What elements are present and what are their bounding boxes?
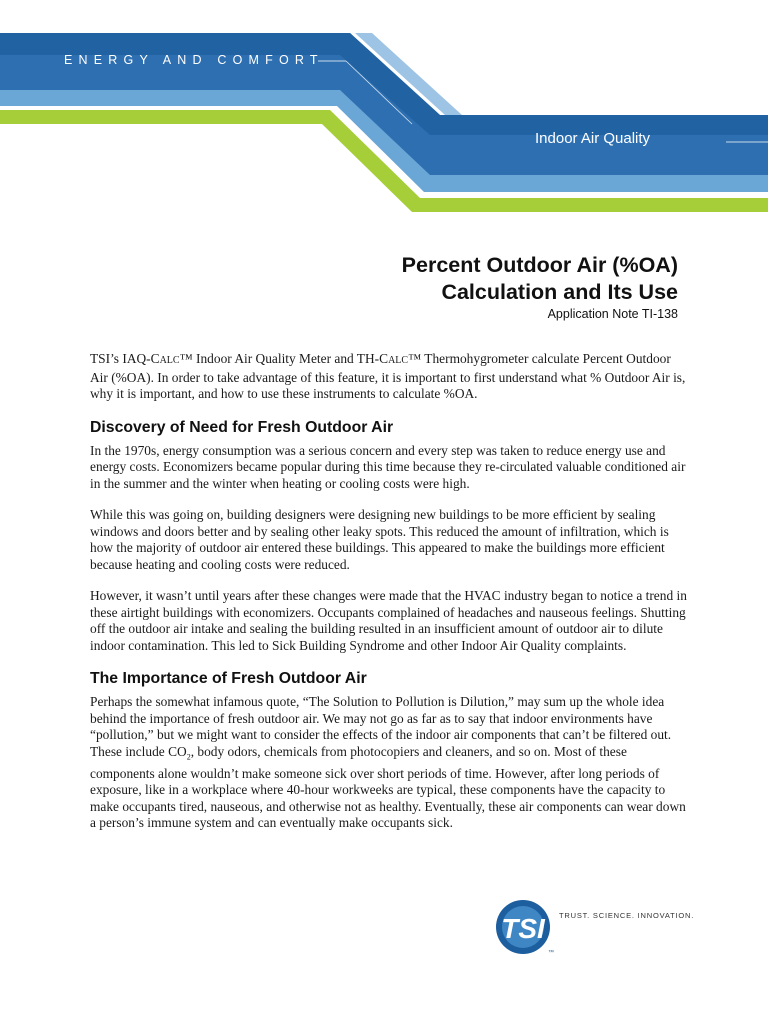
section-heading-importance: The Importance of Fresh Outdoor Air xyxy=(90,670,367,687)
brand-tagline: ENERGY AND COMFORT xyxy=(64,53,324,67)
page-title-line-2: Calculation and Its Use xyxy=(441,280,678,304)
title-block xyxy=(402,252,678,322)
importance-text-2: , body odors, chemicals from photocopiers and cleaners, and so on. Most of these components alone wouldn’t make someone sick over short periods of time. However, after long periods of exposure, like in a workplace where 40-hour workweeks are typical, these components have the capacity to make occupants tired, nauseous, and otherwise not as healthy. Eventually, these air components can wear down a person’s immune system and can eventually make occupants sick. xyxy=(90,743,686,831)
discovery-paragraph-1: In the 1970s, energy consumption was a serious concern and every step was taken to reduce energy use and energy costs. Economizers became popular during this time because they re-circulated valuable conditioned air in the summer and the winter when heating or cooling costs were high. xyxy=(90,442,686,491)
tsi-trademark: ™ xyxy=(548,950,554,956)
banner-graphic xyxy=(0,0,768,215)
intro-smallcaps-2: ALC xyxy=(388,355,409,366)
header-banner xyxy=(0,0,768,215)
intro-text-2: ™ Indoor Air Quality Meter and TH-C xyxy=(179,351,389,366)
application-note-label: Application Note TI-138 xyxy=(547,307,678,321)
co2-subscript: 2 xyxy=(186,752,191,762)
section-label: Indoor Air Quality xyxy=(535,130,651,147)
tsi-logo-text: TSI xyxy=(501,913,545,944)
page-title-line-1: Percent Outdoor Air (%OA) xyxy=(401,253,678,277)
section-heading-discovery: Discovery of Need for Fresh Outdoor Air xyxy=(90,418,394,436)
tsi-tagline: TRUST. SCIENCE. INNOVATION. xyxy=(559,911,695,920)
document-body xyxy=(90,351,690,847)
importance-text-1: Perhaps the somewhat infamous quote, “The Solution to Pollution is Dilution,” may sum up the whole idea behind the importance of fresh outdoor air. We may not go as far as to say that indoor environments have “pollution,” but we might want to consider the effects of the indoor air components that can’t be filtered out. These include CO xyxy=(90,694,672,759)
discovery-paragraph-3: However, it wasn’t until years after these changes were made that the HVAC industry began to notice a trend in these airtight buildings with economizers. Occupants complained of headaches and nauseous feelings. Shutting off the outdoor air intake and sealing the building resulted in an insufficient amount of outdoor air to dilute indoor contamination. This led to Sick Building Syndrome and other Indoor Air Quality complaints. xyxy=(90,588,687,653)
tsi-logo xyxy=(493,898,695,958)
discovery-paragraph-2: While this was going on, building designers were designing new buildings to be more efficient by sealing windows and doors better and by sealing other leaky spots. This reduced the amount of infiltration, which is how the majority of outdoor air entered these buildings. This appeared to make the buildings more efficient because heating and cooling costs were reduced. xyxy=(90,507,669,572)
importance-paragraph xyxy=(90,694,690,832)
tsi-logo-mark-icon xyxy=(493,898,557,958)
intro-paragraph xyxy=(90,351,690,403)
intro-text-1: TSI’s IAQ-C xyxy=(90,351,160,366)
intro-text-3: ™ Thermohygrometer calculate Percent Outdoor Air (%OA). In order to take advantage of this feature, it is important to first understand what % Outdoor Air is, why it is important, and how to use these instruments to calculate %OA. xyxy=(90,351,686,401)
intro-smallcaps-1: ALC xyxy=(159,355,180,366)
